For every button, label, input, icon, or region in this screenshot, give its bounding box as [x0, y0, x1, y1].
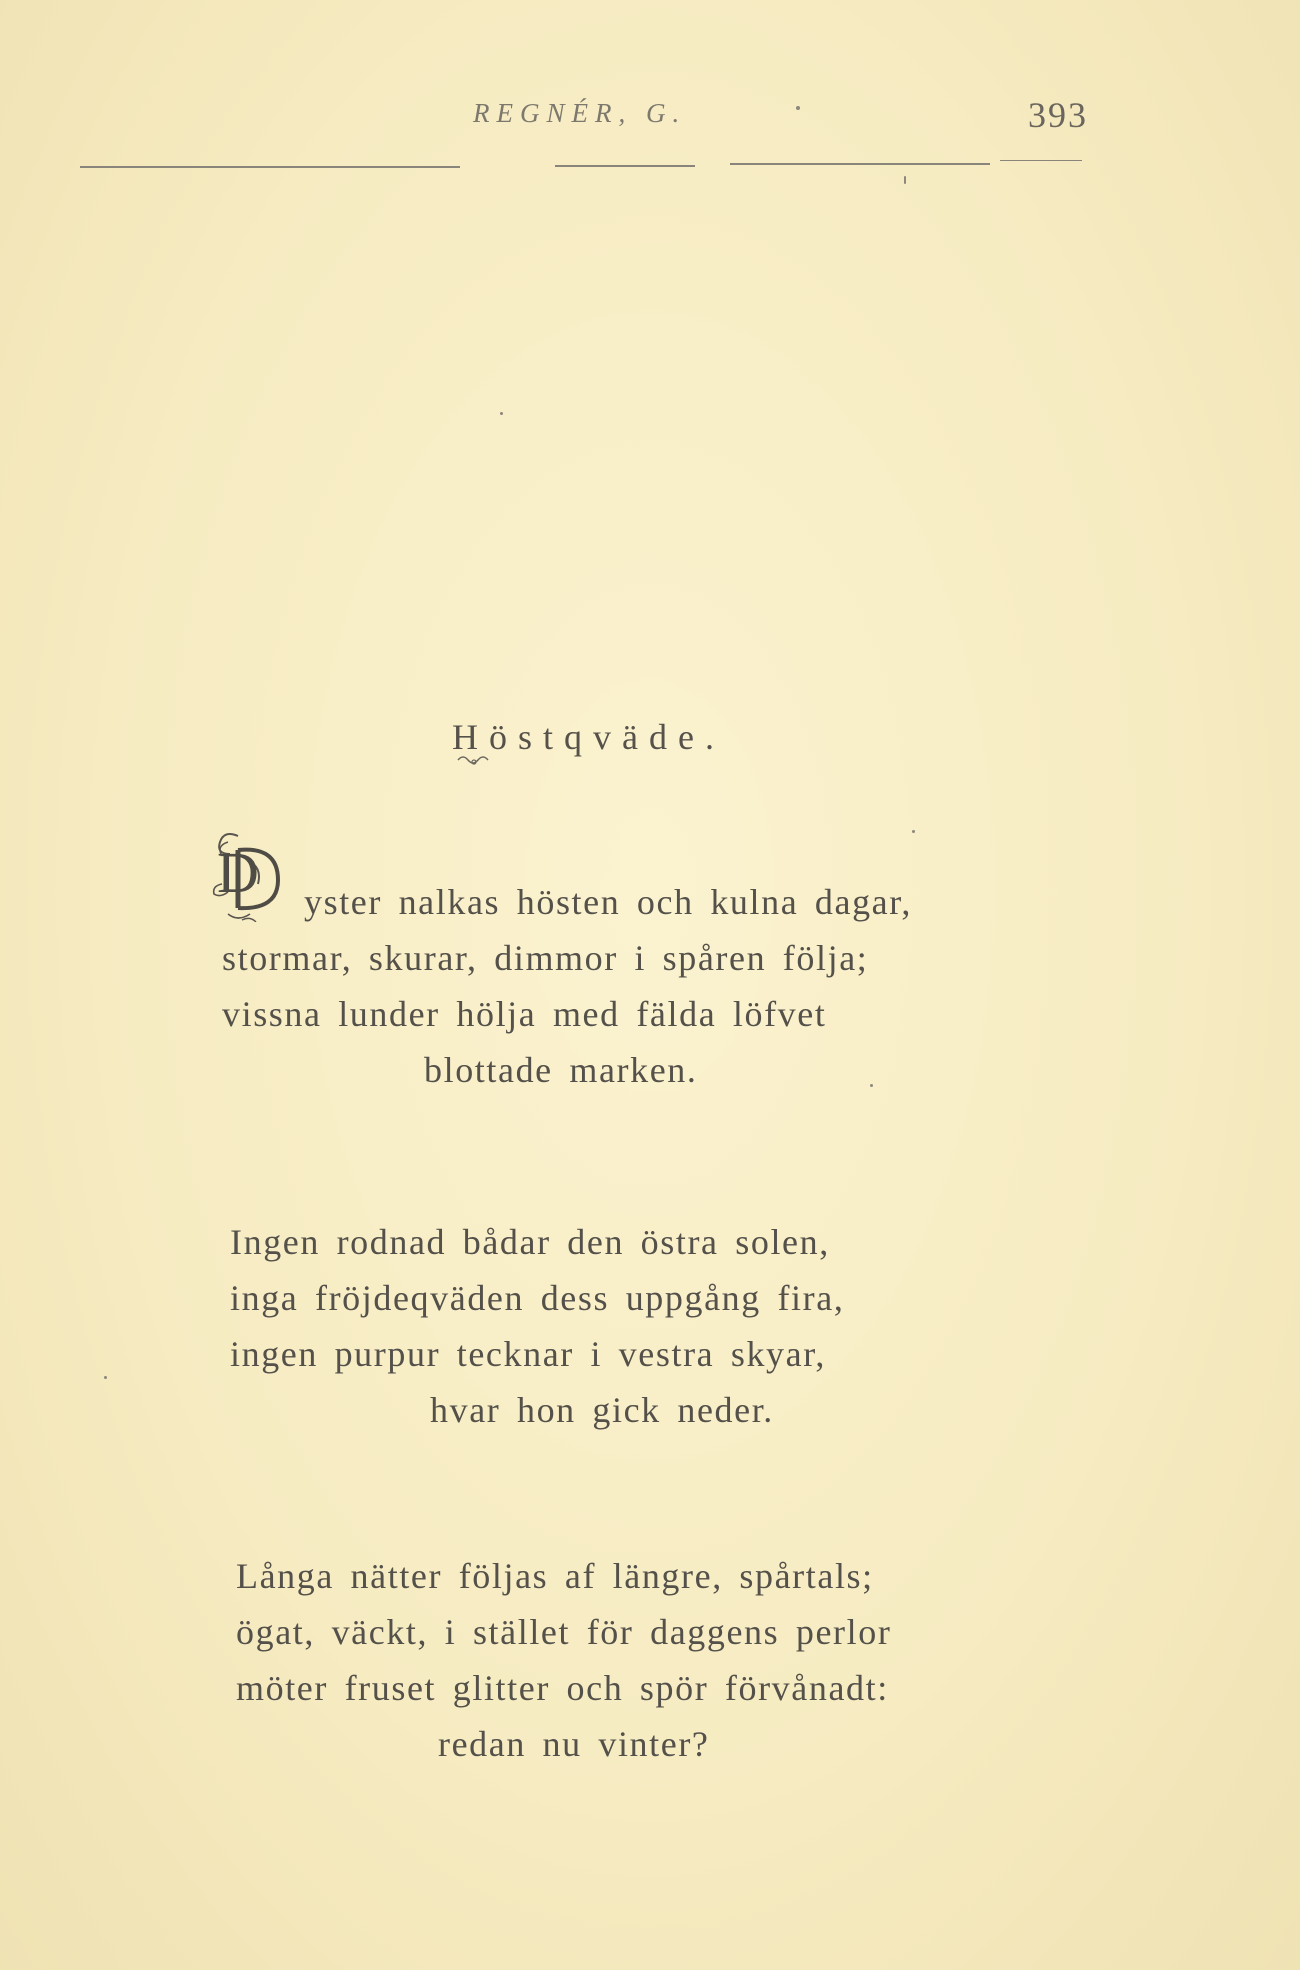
stanza-2: [230, 1214, 1070, 1438]
header-rule-segment: [1000, 160, 1082, 161]
poem-title: Höstqväde.: [452, 717, 725, 757]
ink-speck: [912, 830, 915, 833]
poem-line: redan nu vinter?: [438, 1724, 710, 1764]
ink-speck: [904, 176, 906, 184]
poem-line: blottade marken.: [424, 1050, 698, 1090]
poem-line: hvar hon gick neder.: [430, 1390, 774, 1430]
header-rule-segment: [80, 166, 460, 168]
poem-line: Långa nätter följas af längre, spårtals;: [236, 1556, 874, 1596]
stanza-3: [236, 1548, 1076, 1772]
header-rule-segment: [730, 163, 990, 165]
ink-speck: [104, 1376, 107, 1379]
ink-speck: [796, 106, 800, 110]
stanza-1: [217, 840, 1062, 1098]
poem-line: ögat, väckt, i stället för daggens perlor: [236, 1612, 892, 1652]
ink-speck: [500, 412, 503, 415]
drop-cap-letter: D: [217, 840, 259, 905]
poem-line: möter fruset glitter och spör förvånadt:: [236, 1668, 889, 1708]
running-head: REGNÉR, G.: [473, 98, 687, 128]
page-number: 393: [1028, 95, 1088, 135]
poem-line: stormar, skurar, dimmor i spåren följa;: [222, 938, 869, 978]
drop-cap-ornament: [198, 822, 298, 922]
poem-line: Ingen rodnad bådar den östra solen,: [230, 1222, 830, 1262]
poem-line: yster nalkas hösten och kulna dagar,: [304, 882, 913, 922]
poem-line: ingen purpur tecknar i vestra skyar,: [230, 1334, 826, 1374]
title-flourish-ornament: [454, 752, 496, 768]
poem-line: vissna lunder hölja med fälda löfvet: [222, 994, 827, 1034]
poem-line: inga fröjdeqväden dess uppgång fira,: [230, 1278, 845, 1318]
header-rule-segment: [555, 165, 695, 167]
